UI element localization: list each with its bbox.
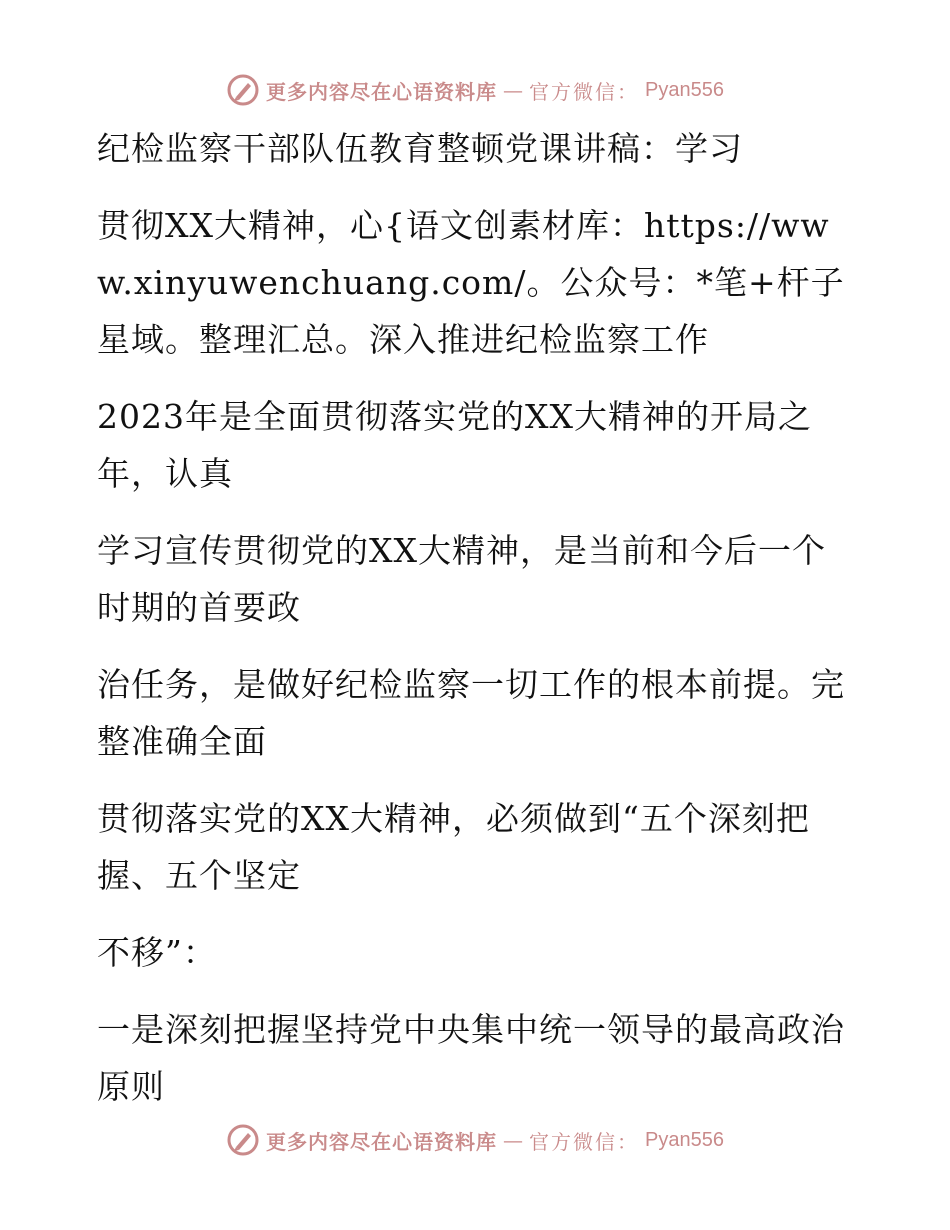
paragraph-3: 2023年是全面贯彻落实党的XX大精神的开局之年，认真: [97, 397, 812, 493]
watermark-dash: —: [503, 1128, 524, 1152]
watermark-wechat-id: Pyan556: [645, 1128, 724, 1151]
paragraph-5: 治任务，是做好纪检监察一切工作的根本前提。完整准确全面: [97, 665, 845, 761]
header-watermark: [0, 70, 950, 110]
paragraph-4: 学习宣传贯彻党的XX大精神，是当前和今后一个时期的首要政: [97, 531, 826, 627]
pen-logo-icon: [226, 73, 260, 107]
paragraph-8: 一是深刻把握坚持党中央集中统一领导的最高政治原则: [97, 1010, 845, 1106]
watermark-dash: —: [503, 78, 524, 102]
pen-logo-icon: [226, 1123, 260, 1157]
watermark-title: 更多内容尽在心语资料库: [266, 79, 498, 104]
paragraph-2: 贯彻XX大精神，心{语文创素材库：https://www.xinyuwenchuang.com/。公众号：*笔+杆子星域。整理汇总。深入推进纪检监察工作: [97, 206, 845, 359]
watermark-wechat-id: Pyan556: [645, 78, 724, 101]
watermark-title: 更多内容尽在心语资料库: [266, 1129, 498, 1154]
paragraph-6: 贯彻落实党的XX大精神，必须做到“五个深刻把握、五个坚定: [97, 799, 810, 895]
paragraph-1: 纪检监察干部队伍教育整顿党课讲稿：学习: [97, 129, 743, 168]
watermark-wechat-label: 官方微信：: [529, 1129, 640, 1154]
document-body: [97, 120, 847, 1135]
footer-watermark: [0, 1120, 950, 1160]
paragraph-7: 不移”：: [97, 933, 217, 972]
watermark-wechat-label: 官方微信：: [529, 79, 640, 104]
